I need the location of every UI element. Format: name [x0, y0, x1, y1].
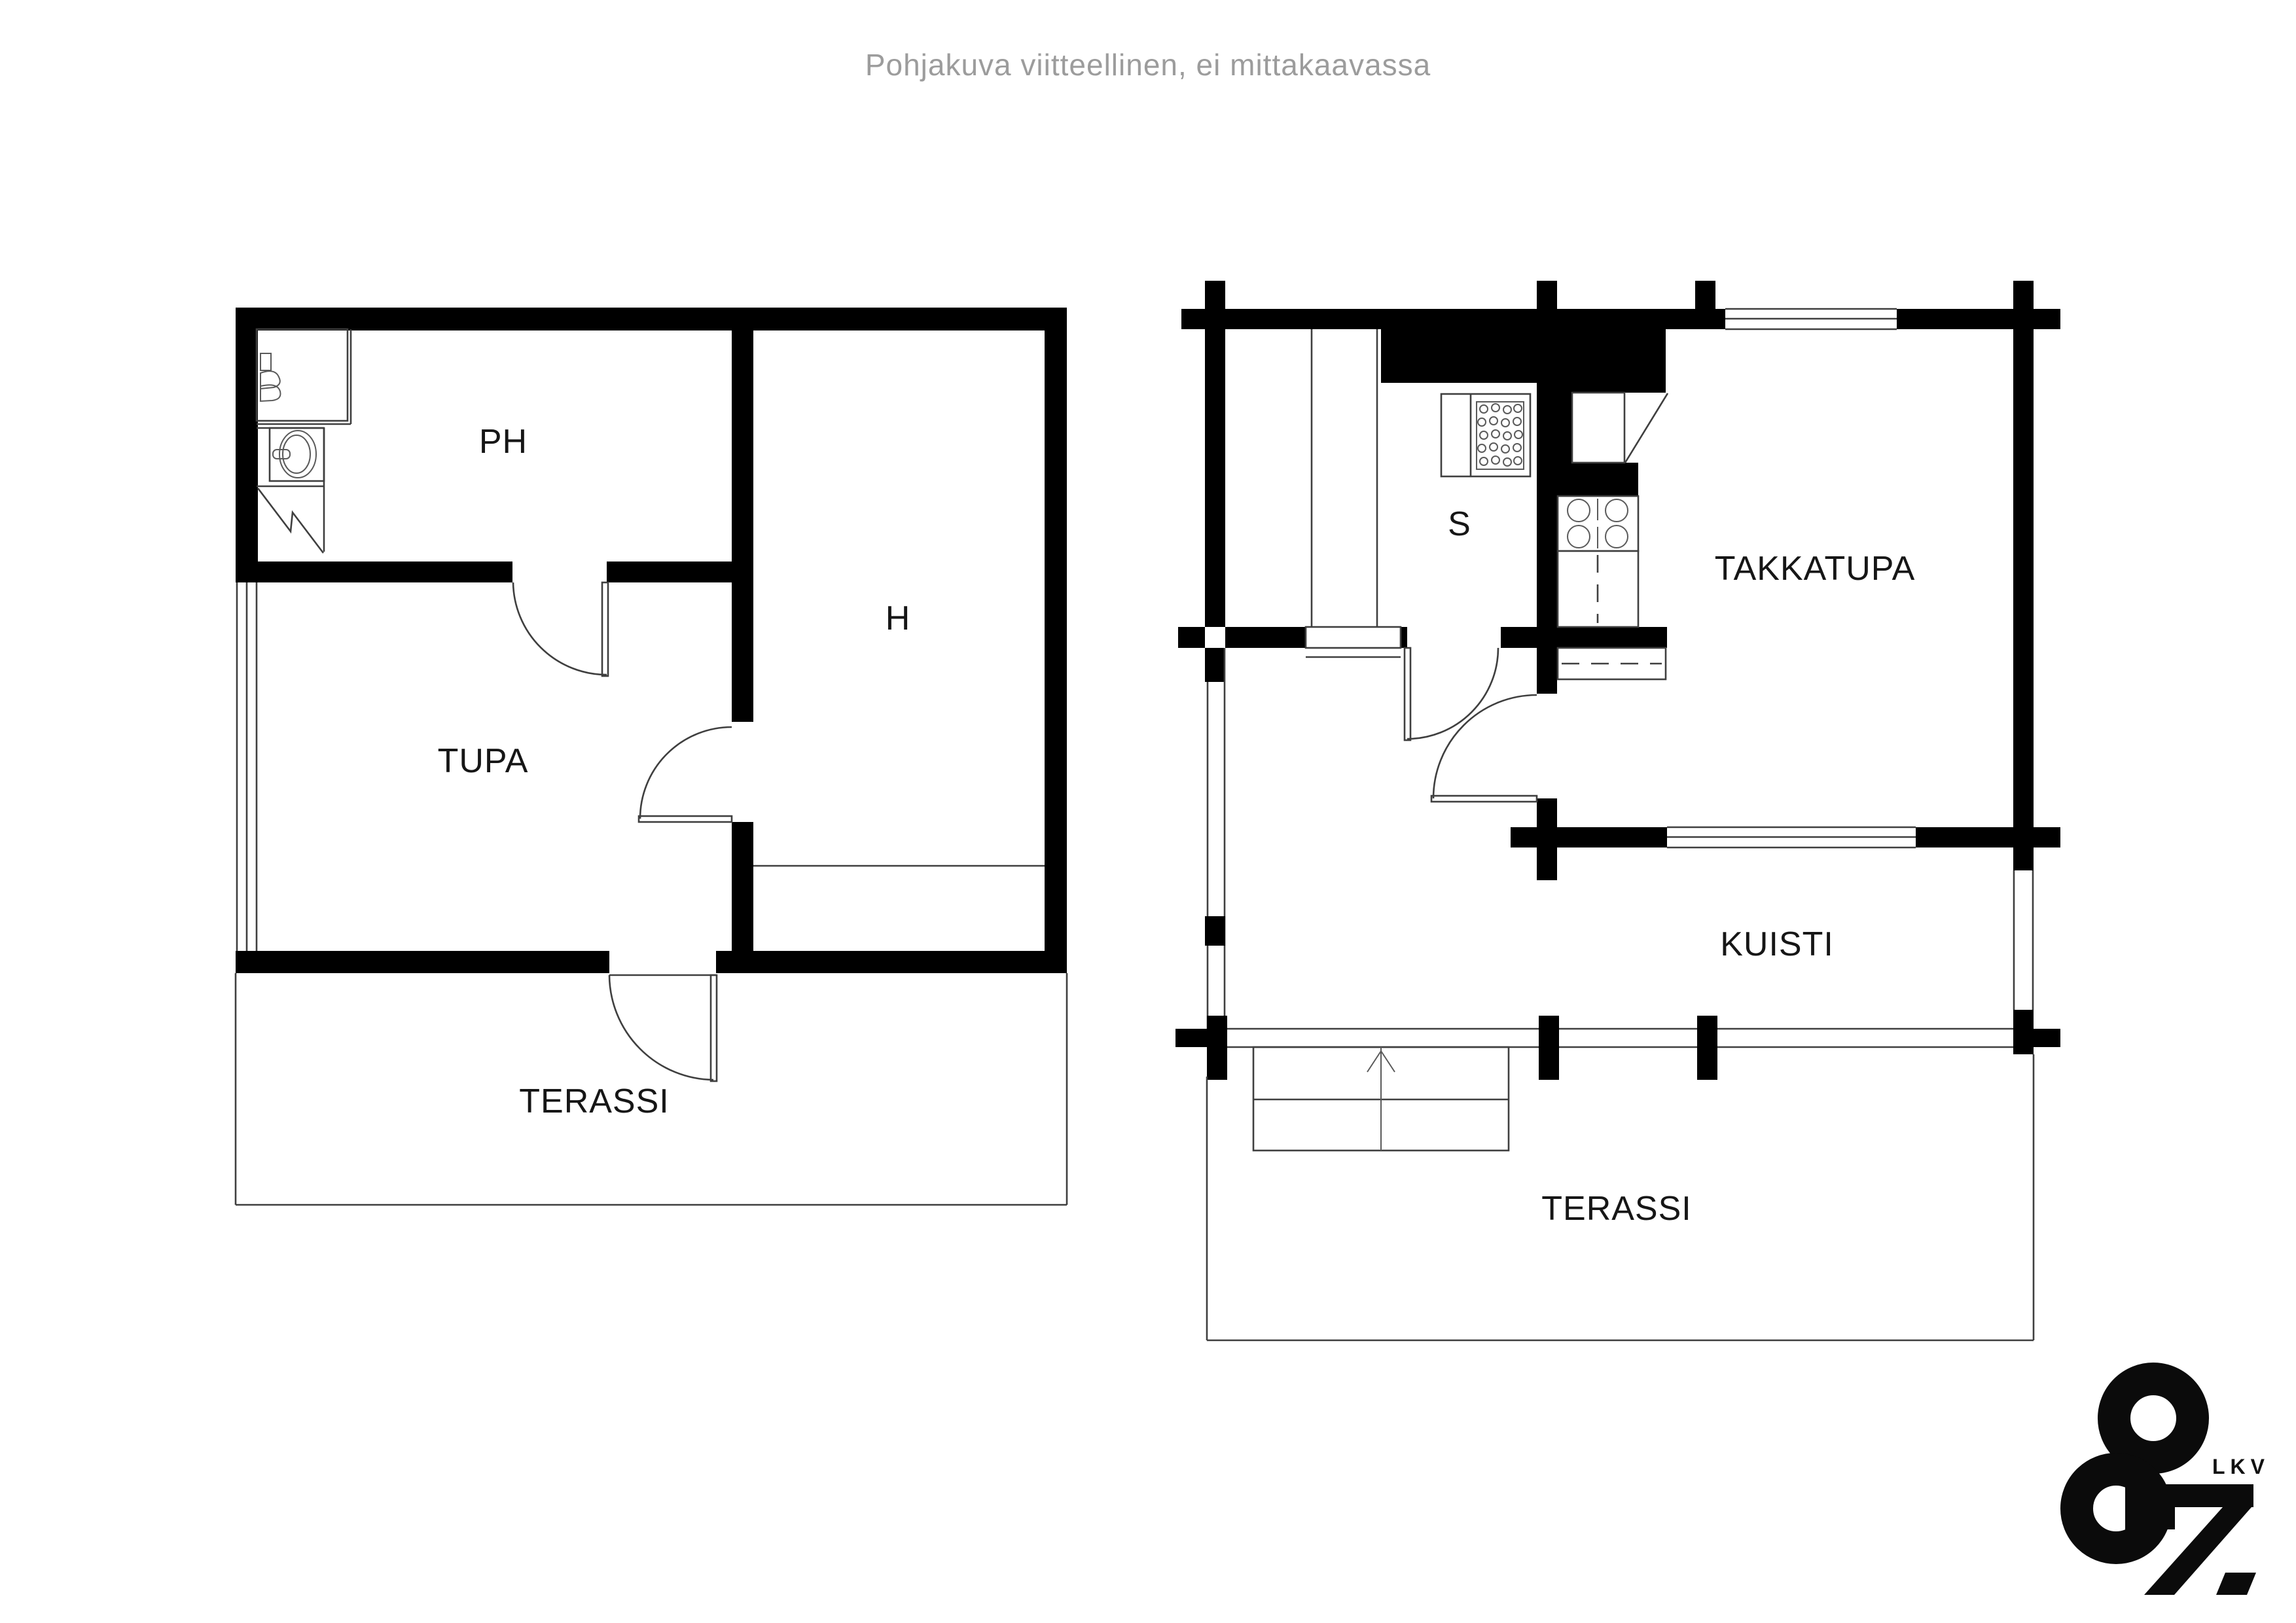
- left-plan-walls: [236, 308, 1067, 973]
- room-label-takkatupa: TAKKATUPA: [1714, 550, 1916, 588]
- logo-top-ring: [2114, 1379, 2193, 1457]
- sauna-door: [1405, 648, 1498, 740]
- room-label-terassi-left: TERASSI: [519, 1082, 670, 1120]
- room-label-ph: PH: [478, 423, 528, 461]
- terrace-stairs: [1253, 1047, 1509, 1150]
- terrace-door: [609, 975, 717, 1081]
- toilet-icon: [260, 353, 281, 401]
- kuisti-bench: [1558, 648, 1666, 679]
- top-window: [1725, 309, 1897, 329]
- ph-door: [513, 582, 608, 676]
- window-band: [237, 582, 257, 951]
- room-label-s: S: [1448, 505, 1471, 543]
- logo-lkv-text: LKV: [2212, 1455, 2270, 1478]
- right-plan: [1175, 281, 2060, 1340]
- sink-icon: [257, 428, 324, 481]
- kitchen-counter: [1558, 551, 1638, 627]
- fireplace-icon: [1572, 393, 1668, 463]
- room-label-terassi-right: TERASSI: [1541, 1190, 1692, 1228]
- logo-foot: [2216, 1573, 2256, 1595]
- cooktop-icon: [1558, 496, 1638, 551]
- takkatupa-door: [1431, 695, 1537, 802]
- sauna-stove-icon: [1441, 394, 1530, 476]
- room-label-tupa: TUPA: [437, 742, 529, 780]
- room-label-h: H: [885, 599, 911, 637]
- left-plan: [236, 308, 1067, 1205]
- bottom-window: [1667, 827, 1916, 847]
- logo-seven-bar: [2125, 1484, 2253, 1507]
- logo-crossbar: [2125, 1505, 2175, 1529]
- disclaimer-text: Pohjakuva viitteellinen, ei mittakaavassa: [865, 48, 1431, 82]
- porch-posts: [1175, 916, 2060, 1080]
- lkv-logo: [2077, 1379, 2270, 1595]
- shower-closet: [257, 329, 351, 424]
- shower-drain-zigzag: [257, 428, 324, 553]
- room-label-kuisti: KUISTI: [1720, 925, 1834, 963]
- tupa-h-door: [639, 727, 732, 822]
